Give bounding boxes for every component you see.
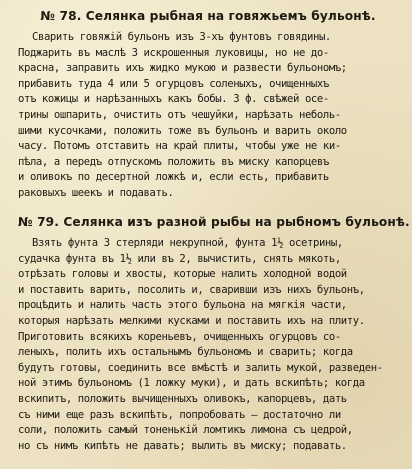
text-line: вскипитъ, положить вычищенныхъ оливокъ, капорцевъ, дать <box>18 392 347 405</box>
text-line: прибавить туда 4 или 5 огурцовъ соленыхъ, очищенныхъ <box>18 77 329 90</box>
text-line: трины ошпарить, очистить отъ чешуйки, нарѣзать неболь- <box>18 108 341 121</box>
text-line: раковыхъ шеекъ и подавать. <box>18 186 174 199</box>
text-line: которыя нарѣзать мелкими кусками и поставить ихъ на плиту. <box>18 314 365 327</box>
text-line: Поджарить въ маслѣ 3 искрошенныя луковицы, но не до- <box>18 46 329 59</box>
recipe-79 <box>18 214 410 454</box>
text-line: отъ кожицы и нарѣзанныхъ какъ бобы. 3 ф. свѣжей осе- <box>18 93 329 106</box>
text-line: соли, положить самый тоненькій ломтикъ лимона съ цедрой, <box>18 424 353 437</box>
text-line: съ ними еще разъ вскипѣть, попробовать — достаточно ли <box>18 408 341 421</box>
text-line: отрѣзать головы и хвосты, которые налить холодной водой <box>18 268 347 281</box>
text-line: будутъ готовы, соединить все вмѣстѣ и залить мукой, разведен- <box>18 361 383 374</box>
text-line: ной этимъ бульономъ (1 ложку муки), и дать вскипѣть; когда <box>18 377 365 390</box>
text-line: шими кусочками, положить тоже въ бульонъ и варить около <box>18 124 347 137</box>
text-line: часу. Потомъ отставить на край плиты, чтобы уже не ки- <box>18 140 341 153</box>
text-line: пѣла, а передъ отпускомъ положить въ миску капорцевъ <box>18 155 329 168</box>
recipe-body <box>18 30 398 202</box>
recipe-78 <box>18 8 398 202</box>
text-line: Приготовить всякихъ кореньевъ, очищенныхъ огурцовъ со- <box>18 330 341 343</box>
text-line: и оливокъ по десертной ложкѣ и, если есть, прибавить <box>18 171 329 184</box>
text-line: леныхъ, полить ихъ остальнымъ бульономъ и сварить; когда <box>18 346 353 359</box>
text-line: Сварить говяжій бульонъ изъ 3-хъ фунтовъ говядины. <box>32 31 331 43</box>
text-line: и поставить варить, посолить и, сваривши изъ нихъ бульонъ, <box>18 283 365 296</box>
text-line: процѣдить и налить часть этого бульона на мягкія части, <box>18 299 347 312</box>
text-line: но съ нимъ кипѣть не давать; вылить въ миску; подавать. <box>18 439 347 452</box>
text-line: красна, заправить ихъ жидко мукою и развести бульономъ; <box>18 62 347 75</box>
text-line: Взять фунта 3 стерляди некрупной, фунта 1½ осетрины, <box>32 237 343 249</box>
recipe-heading: № 79. Селянка изъ разной рыбы на рыбномъ бульонѣ. <box>18 215 410 229</box>
text-line: судачка фунта въ 1½ или въ 2, вычистить, снять мякоть, <box>18 252 341 265</box>
recipe-body <box>18 236 398 454</box>
recipe-heading: № 78. Селянка рыбная на говяжьемъ бульонѣ. <box>40 9 376 23</box>
